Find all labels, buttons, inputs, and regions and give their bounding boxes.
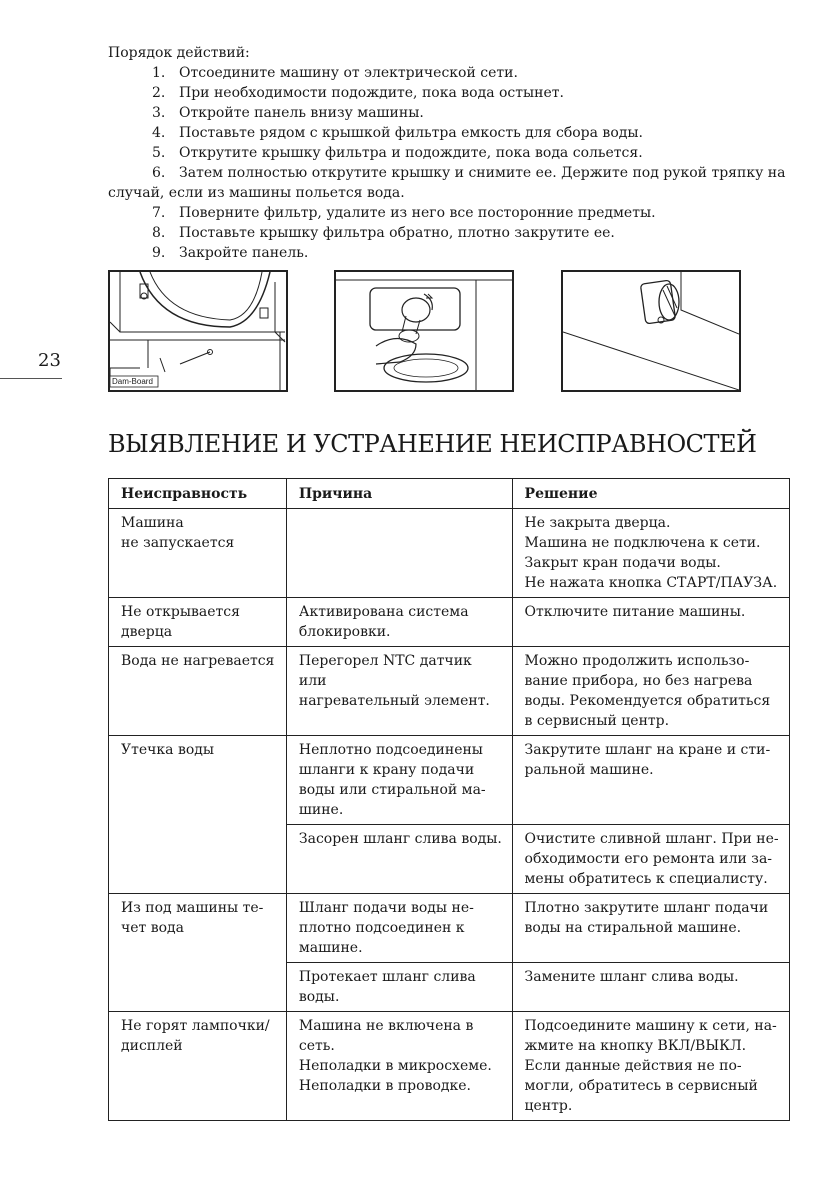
fault-cell — [109, 1012, 287, 1121]
step-number: 8. — [152, 225, 166, 241]
table-row — [109, 1012, 790, 1121]
cell-line: Плотно закрутите шланг подачи — [524, 900, 769, 916]
procedure-step — [108, 223, 788, 243]
solution-cell — [512, 509, 789, 598]
cell-line: Можно продолжить использо- — [524, 653, 750, 669]
table-row — [109, 647, 790, 736]
cell-line: сеть. — [298, 1038, 335, 1054]
solution-cell — [512, 647, 789, 736]
procedure-step — [108, 123, 788, 143]
figure-filter-removal — [334, 270, 514, 392]
cell-line: обходимости его ремонта или за- — [524, 851, 773, 867]
cell-line: Если данные действия не по- — [524, 1058, 742, 1074]
step-text: Откройте панель внизу машины. — [179, 105, 424, 121]
fault-cell — [109, 598, 287, 647]
cause-cell — [286, 825, 512, 894]
cell-line: Неплотно подсоединены — [298, 742, 483, 758]
cell-line: Не закрыта дверца. — [524, 515, 671, 531]
step-text: Затем полностью открутите крышку и снимите ее. Держите под рукой тряпку на — [179, 165, 786, 181]
cause-cell — [286, 736, 512, 825]
cell-line: Вода не нагревается — [121, 653, 275, 669]
cell-line: воды. — [298, 989, 340, 1005]
cell-line: машине. — [298, 940, 363, 956]
table-row — [109, 894, 790, 963]
cell-line: воды на стиральной машине. — [524, 920, 742, 936]
page-number-rule — [0, 378, 62, 379]
procedure-heading: Порядок действий: — [108, 45, 250, 61]
step-text: Закройте панель. — [179, 245, 309, 261]
cell-line: Засорен шланг слива воды. — [298, 831, 502, 847]
cell-line: жмите на кнопку ВКЛ/ВЫКЛ. — [524, 1038, 747, 1054]
procedure-step — [108, 83, 788, 103]
step-text: Поставьте рядом с крышкой фильтра емкость для сбора воды. — [179, 125, 643, 141]
procedure-step — [108, 103, 788, 123]
fault-cell — [109, 647, 287, 736]
cell-line: в сервисный центр. — [524, 713, 670, 729]
procedure-section — [108, 43, 788, 263]
cell-line: чет вода — [121, 920, 185, 936]
step-number: 1. — [152, 65, 166, 81]
cause-cell — [286, 647, 512, 736]
cell-line: Замените шланг слива воды. — [524, 969, 739, 985]
cause-cell — [286, 509, 512, 598]
table-row — [109, 598, 790, 647]
cell-line: Активирована система — [298, 604, 469, 620]
step-text: Отсоедините машину от электрической сети. — [179, 65, 518, 81]
procedure-step — [108, 243, 788, 263]
cell-line: Протекает шланг слива — [298, 969, 476, 985]
solution-cell — [512, 894, 789, 963]
dam-board-label: Dam-Board — [112, 377, 153, 386]
table-row — [109, 509, 790, 598]
cell-line: Перегорел NTC датчик или — [298, 653, 472, 689]
cell-line: Неполадки в проводке. — [298, 1078, 471, 1094]
step-number: 6. — [152, 165, 166, 181]
cell-line: не запускается — [121, 535, 235, 551]
cell-line: воды или стиральной ма- — [298, 782, 486, 798]
figure-filter-cap — [561, 270, 741, 392]
section-title: ВЫЯВЛЕНИЕ И УСТРАНЕНИЕ НЕИСПРАВНОСТЕЙ — [108, 430, 757, 458]
solution-cell — [512, 825, 789, 894]
cause-cell — [286, 894, 512, 963]
procedure-steps — [108, 63, 788, 263]
cause-cell — [286, 598, 512, 647]
step-number: 7. — [152, 205, 166, 221]
washer-front-illustration — [110, 272, 286, 390]
filter-removal-illustration — [336, 272, 512, 390]
cell-line: мены обратитесь к специалисту. — [524, 871, 768, 887]
step-text: Открутите крышку фильтра и подождите, пока вода сольется. — [179, 145, 643, 161]
filter-cap-illustration — [563, 272, 739, 390]
cell-line: могли, обратитесь в сервисный — [524, 1078, 758, 1094]
cell-line: ральной машине. — [524, 762, 654, 778]
step-text-continuation: случай, если из машины польется вода. — [108, 185, 405, 201]
troubleshooting-table — [108, 478, 790, 1121]
cell-line: шланги к крану подачи — [298, 762, 475, 778]
procedure-step — [108, 63, 788, 83]
step-number: 2. — [152, 85, 166, 101]
solution-cell — [512, 1012, 789, 1121]
page-number: 23 — [38, 350, 61, 371]
cell-line: Из под машины те- — [121, 900, 264, 916]
cell-line: Машина не включена в — [298, 1018, 474, 1034]
cell-line: центр. — [524, 1098, 573, 1114]
cell-line: Шланг подачи воды не- — [298, 900, 474, 916]
fault-cell — [109, 509, 287, 598]
cell-line: нагревательный элемент. — [298, 693, 490, 709]
cause-cell — [286, 963, 512, 1012]
fault-cell — [109, 736, 287, 894]
table-header-row — [109, 479, 790, 509]
step-number: 3. — [152, 105, 166, 121]
fault-cell — [109, 894, 287, 1012]
cause-cell — [286, 1012, 512, 1121]
cell-line: Машина — [121, 515, 184, 531]
solution-cell — [512, 963, 789, 1012]
procedure-step — [108, 143, 788, 163]
solution-cell — [512, 598, 789, 647]
solution-cell — [512, 736, 789, 825]
cell-line: Подсоедините машину к сети, на- — [524, 1018, 777, 1034]
cell-line: Не нажата кнопка СТАРТ/ПАУЗА. — [524, 575, 778, 591]
table-row — [109, 736, 790, 825]
cell-line: плотно подсоединен к — [298, 920, 465, 936]
cell-line: Не горят лампочки/ — [121, 1018, 270, 1034]
figure-dam-board — [108, 270, 288, 392]
cell-line: Машина не подключена к сети. — [524, 535, 761, 551]
header-cause: Причина — [286, 479, 512, 509]
cell-line: дисплей — [121, 1038, 183, 1054]
cell-line: Закрутите шланг на кране и сти- — [524, 742, 771, 758]
procedure-step — [108, 163, 788, 203]
header-solution: Решение — [512, 479, 789, 509]
step-number: 5. — [152, 145, 166, 161]
step-text: Поверните фильтр, удалите из него все посторонние предметы. — [179, 205, 656, 221]
cell-line: Утечка воды — [121, 742, 215, 758]
step-text: Поставьте крышку фильтра обратно, плотно закрутите ее. — [179, 225, 615, 241]
cell-line: вание прибора, но без нагрева — [524, 673, 753, 689]
cell-line: Отключите питание машины. — [524, 604, 746, 620]
cell-line: шине. — [298, 802, 344, 818]
header-fault: Неисправность — [109, 479, 287, 509]
cell-line: Очистите сливной шланг. При не- — [524, 831, 779, 847]
cell-line: блокировки. — [298, 624, 391, 640]
step-number: 9. — [152, 245, 166, 261]
cell-line: дверца — [121, 624, 173, 640]
cell-line: Закрыт кран подачи воды. — [524, 555, 721, 571]
step-number: 4. — [152, 125, 166, 141]
cell-line: воды. Рекомендуется обратиться — [524, 693, 771, 709]
cell-line: Неполадки в микросхеме. — [298, 1058, 492, 1074]
procedure-step — [108, 203, 788, 223]
step-text: При необходимости подождите, пока вода остынет. — [179, 85, 564, 101]
cell-line: Не открывается — [121, 604, 240, 620]
